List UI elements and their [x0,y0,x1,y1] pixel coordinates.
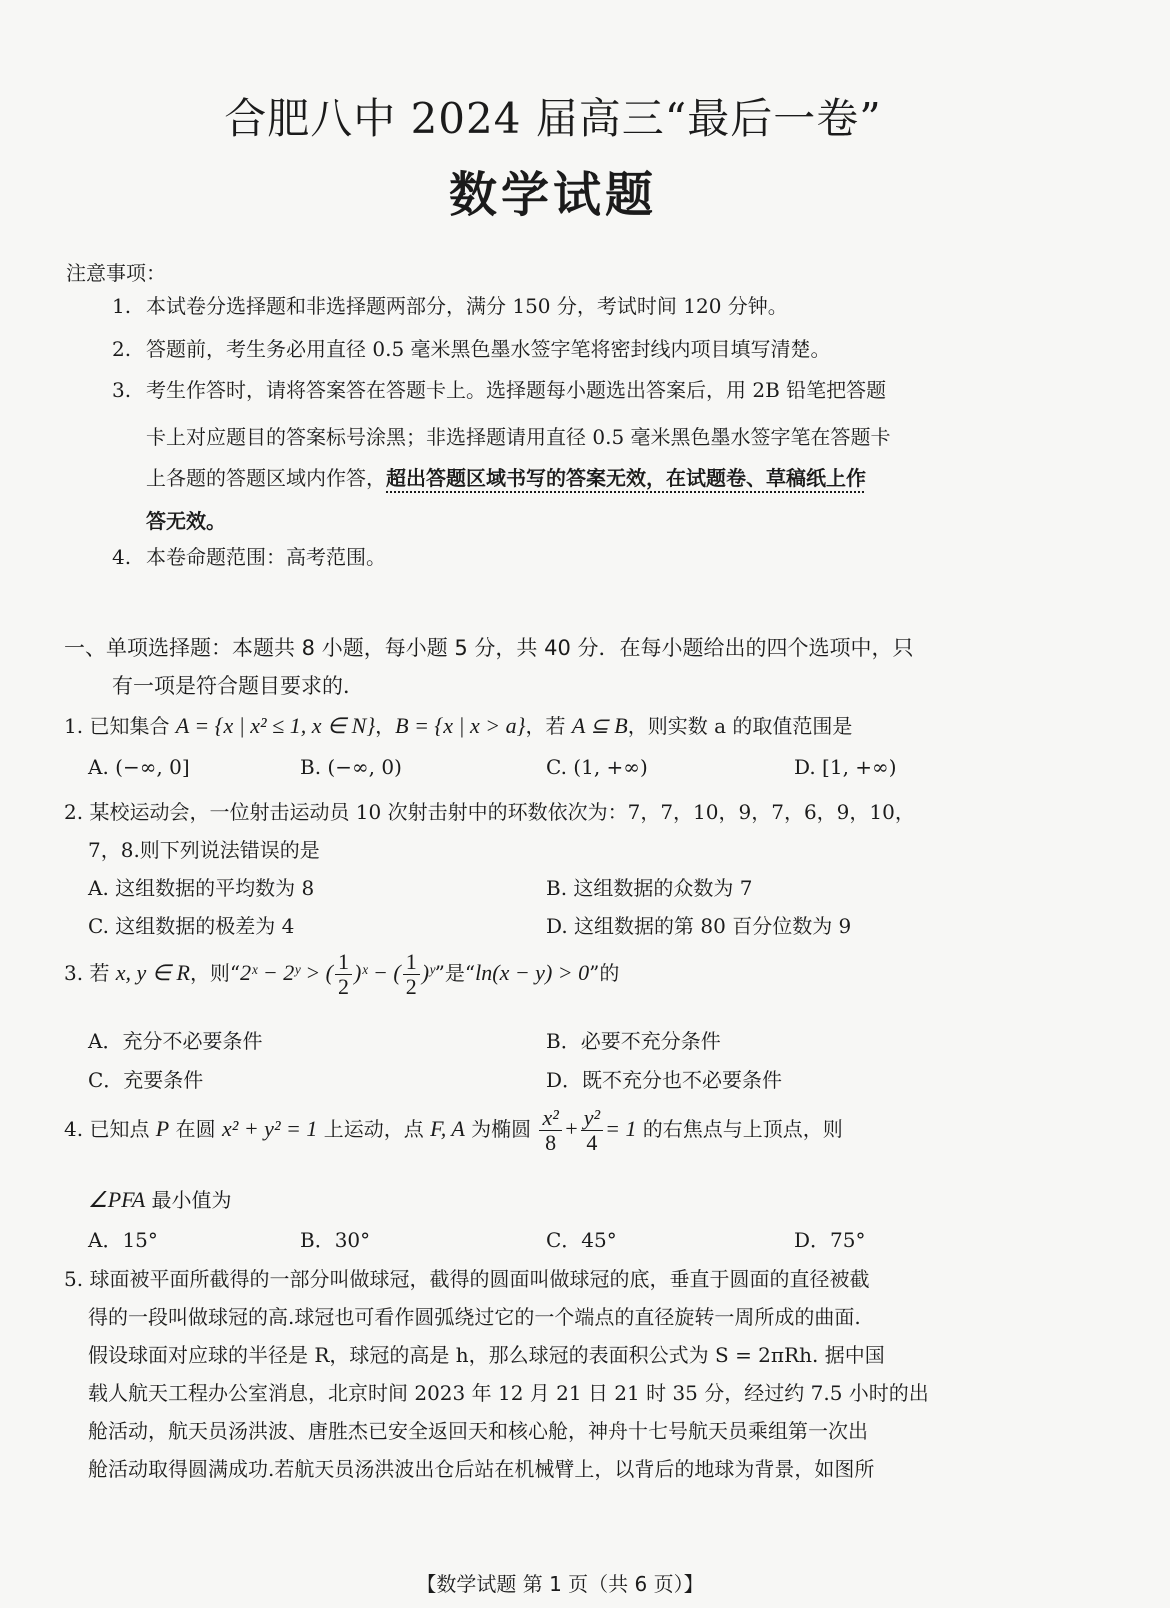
question-4-stem [64,1106,843,1155]
question-3-stem [64,950,619,999]
q3-option-a: A．充分不必要条件 [88,1029,263,1053]
emphasized-rule: 超出答题区域书写的答案无效，在试题卷、草稿纸上作 [386,466,866,490]
denominator: 4 [586,1130,598,1155]
q1-text: ，若 [525,714,572,738]
set-b: B = {x | x > a} [395,713,526,738]
q3-vars: x, y ∈ R [115,960,190,985]
notice-item-3-line-2: 卡上对应题目的答案标号涂黑；非选择题请用直径 0.5 毫米黑色墨水签字笔在答题卡 [146,425,891,449]
section-heading: 一、单项选择题：本题共 8 小题，每小题 5 分，共 40 分．在每小题给出的四个选项中，只 [64,636,914,660]
notice-item-number: 2. [112,337,132,361]
points-f-a: F, A [430,1116,465,1141]
q4-text: 的右焦点与上顶点，则 [636,1117,843,1141]
exam-title: 合肥八中 2024 届高三“最后一卷” [224,94,882,143]
exam-subject: 数学试题 [448,167,657,223]
notice-item-3-line-3 [146,462,866,491]
notice-item-text: 答题前，考生务必用直径 0.5 毫米黑色墨水签字笔将密封线内项目填写清楚。 [146,337,831,361]
q3-option-d: D．既不充分也不必要条件 [546,1068,783,1092]
q1-text: 1. 已知集合 [64,714,176,738]
question-5-line: 5. 球面被平面所截得的一部分叫做球冠，截得的圆面叫做球冠的底，垂直于圆面的直径被截 [64,1267,870,1291]
numerator: 1 [335,950,352,975]
question-5-line: 舱活动，航天员汤洪波、唐胜杰已安全返回天和核心舱，神舟十七号航天员乘组第一次出 [88,1419,868,1443]
point-p: P [155,1116,170,1141]
notice-heading: 注意事项： [66,261,166,285]
q4-text: 在圆 [169,1117,222,1141]
notice-item-text: 本卷命题范围：高考范围。 [146,545,386,569]
question-2-stem: 2. 某校运动会，一位射击运动员 10 次射击射中的环数依次为：7，7，10，9，7，6，9，10， [64,800,915,824]
q4-option-d: D．75° [794,1228,866,1252]
section-heading-cont: 有一项是符合题目要求的． [112,674,364,698]
denominator: 8 [545,1130,557,1155]
question-5-line: 得的一段叫做球冠的高.球冠也可看作圆弧绕过它的一个端点的直径旋转一周所成的曲面. [88,1305,861,1329]
q1-sep: ， [375,714,396,738]
question-5-line: 舱活动取得圆满成功.若航天员汤洪波出仓后站在机械臂上，以背后的地球为背景，如图所 [88,1457,875,1481]
numerator: x² [539,1106,561,1131]
q1-option-b: B. (−∞, 0) [300,755,402,779]
fraction-one-half [403,950,420,999]
q2-option-b: B. 这组数据的众数为 7 [546,876,753,900]
question-5-line: 假设球面对应球的半径是 R，球冠的高是 h，那么球冠的表面积公式为 S = 2πRh. 据中国 [88,1343,885,1367]
q2-option-d: D. 这组数据的第 80 百分位数为 9 [546,914,852,938]
q4-text: 最小值为 [145,1188,232,1212]
ellipse-rhs: = 1 [605,1116,637,1141]
notice-item-number: 4. [112,545,132,569]
angle-pfa: ∠PFA [88,1187,146,1212]
circle-equation: x² + y² = 1 [221,1116,318,1141]
notice-item-3-line-4: 答无效。 [146,509,226,533]
q1-option-c: C. (1, +∞) [546,755,648,779]
q1-text: ，则实数 a 的取值范围是 [627,714,853,738]
question-2-stem-cont: 7，8.则下列说法错误的是 [88,838,320,862]
q2-option-a: A. 这组数据的平均数为 8 [88,876,315,900]
notice-item-text: 本试卷分选择题和非选择题两部分，满分 150 分，考试时间 120 分钟。 [146,294,788,318]
fraction-one-half [335,950,352,999]
q2-option-c: C. 这组数据的极差为 4 [88,914,295,938]
numerator: y² [581,1106,603,1131]
q4-option-a: A．15° [88,1228,158,1252]
q4-option-c: C．45° [546,1228,617,1252]
fraction-y2-over-4 [581,1106,603,1155]
fraction-x2-over-8 [539,1106,561,1155]
q4-text: 为椭圆 [464,1117,538,1141]
q4-text: 上运动，点 [317,1117,431,1141]
q3-text: ”是“ [434,961,476,985]
q3-text: 3. 若 [64,961,116,985]
question-5-line: 载人航天工程办公室消息，北京时间 2023 年 12 月 21 日 21 时 35 分，经过约 7.5 小时的出 [88,1381,929,1405]
q1-option-d: D. [1, +∞) [794,755,897,779]
q3-expr: 2ˣ − 2ʸ > ( [240,960,334,985]
page-footer: 【数学试题 第 1 页（共 6 页）】 [416,1572,704,1596]
q4-text: 4. 已知点 [64,1117,156,1141]
q4-option-b: B．30° [300,1228,371,1252]
q3-log-condition: ln(x − y) > 0 [475,960,590,985]
q3-option-c: C．充要条件 [88,1068,204,1092]
set-a: A = {x | x² ≤ 1, x ∈ N} [175,713,376,738]
denominator: 2 [338,974,350,999]
numerator: 1 [403,950,420,975]
denominator: 2 [405,974,417,999]
question-1-stem [64,710,852,739]
q3-expr: )ʸ [421,960,435,985]
notice-item-number: 3. [112,378,132,402]
notice-item-text: 上各题的答题区域内作答， [146,466,386,490]
plus-sign: + [563,1116,579,1141]
notice-item-number: 1. [112,294,132,318]
q3-expr: )ˣ − ( [354,960,401,985]
subset-condition: A ⊆ B [571,713,628,738]
q3-text: ，则“ [189,961,241,985]
q1-option-a: A. (−∞, 0] [88,755,190,779]
question-4-stem-cont [88,1184,232,1213]
q3-option-b: B．必要不充分条件 [546,1029,721,1053]
q3-text: ”的 [589,961,620,985]
notice-item-text: 考生作答时，请将答案答在答题卡上。选择题每小题选出答案后，用 2B 铅笔把答题 [146,378,887,402]
